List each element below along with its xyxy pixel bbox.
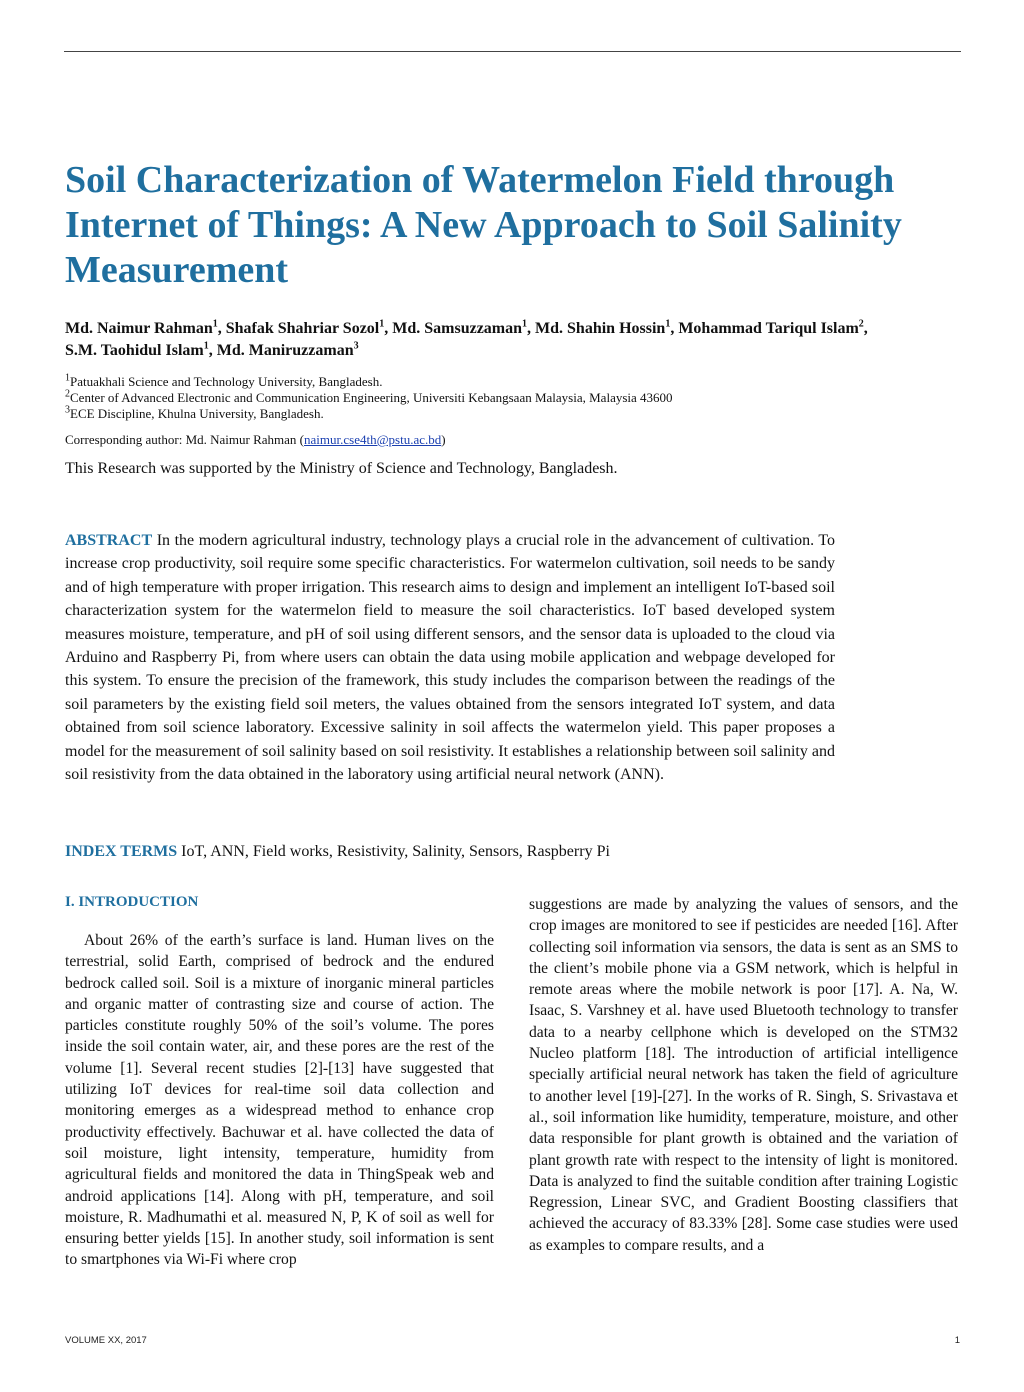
author-name: , Shafak Shahriar Sozol [217, 320, 380, 337]
title-line: Soil Characterization of Watermelon Field through [65, 159, 895, 201]
corresponding-author [65, 432, 446, 448]
corresponding-suffix: ) [441, 432, 446, 447]
author-affiliation-mark: 1 [203, 340, 209, 352]
affiliation-mark: 2 [65, 388, 70, 400]
affiliation-list [65, 374, 965, 422]
affiliation-text: Center of Advanced Electronic and Communication Engineering, Universiti Kebangsaan Malaysia, Malaysia 43600 [70, 390, 673, 405]
index-terms-label: INDEX TERMS [65, 843, 178, 860]
author-affiliation-mark: 1 [212, 318, 218, 330]
abstract [65, 529, 835, 786]
introduction-right-column: suggestions are made by analyzing the values of sensors, and the crop images are monitored to see if pesticides are needed [16]. After collecting soil information via sensors, the data is sent as an SMS to the client’s mobile phone via a GSM network, which is helpful in remote areas where the mobile network is poor [17]. A. Na, W. Isaac, S. Varshney et al. have used Bluetooth technology to transfer data to a nearby cellphone which is developed on the STM32 Nucleo platform [18]. The introduction of artificial intelligence specially artificial neural network has taken the field of agriculture to another level [19]-[27]. In the works of R. Singh, S. Srivastava et al., soil information like humidity, temperature, moisture, and other data responsible for plant growth is obtained and the variation of plant growth rate with respect to the intensity of light is monitored. Data is analyzed to find the suitable condition after training Logistic Regression, Linear SVC, and Gradient Boosting classifiers that achieved the accuracy of 83.33% [28]. Some case studies were used as examples to compare results, and a [529, 896, 958, 1254]
author-separator: , [863, 320, 868, 337]
title-line: Measurement [65, 249, 289, 291]
introduction-left-column: About 26% of the earth’s surface is land. Human lives on the terrestrial, solid Earth, comprised of bedrock and the endured bedrock called soil. Soil is a mixture of inorganic mineral particles and organic matter of contrasting size and course of action. The particles constitute roughly 50% of the soil’s volume. The pores inside the soil contain water, air, and these pores are the rest of the volume [1]. Several recent studies [2]-[13] have suggested that utilizing IoT devices for real-time soil data collection and monitoring emerges as a widespread method to enhance crop productivity effectively. Bachuwar et al. have collected the data of soil moisture, light intensity, temperature, humidity from agricultural fields and monitored the data in ThingSpeak web and android applications [14]. Along with pH, temperature, and soil moisture, R. Madhumathi et al. measured N, P, K of soil as well for ensuring better yields [15]. In another study, soil information is sent to smartphones via Wi-Fi where crop [65, 932, 494, 1269]
affiliation-item [65, 406, 965, 422]
author-name: , Md. Maniruzzaman [208, 342, 354, 359]
author-name: Md. Naimur Rahman [65, 320, 213, 337]
title-line: Internet of Things: A New Approach to Soil Salinity [65, 204, 902, 246]
section-heading-introduction: I. INTRODUCTION [65, 894, 199, 910]
corresponding-prefix: Corresponding author: Md. Naimur Rahman ( [65, 432, 305, 447]
author-name: S.M. Taohidul Islam [65, 342, 204, 359]
author-list [65, 318, 970, 362]
footer-volume: VOLUME XX, 2017 [65, 1335, 147, 1346]
corresponding-email-link[interactable]: naimur.cse4th@pstu.ac.bd [304, 432, 442, 447]
author-affiliation-mark: 3 [353, 340, 359, 352]
index-terms [65, 842, 835, 862]
author-line [65, 318, 970, 340]
paper-title [65, 158, 965, 293]
author-affiliation-mark: 1 [379, 318, 385, 330]
header-rule [64, 51, 961, 52]
author-affiliation-mark: 2 [858, 318, 864, 330]
abstract-label: ABSTRACT [65, 532, 153, 549]
index-terms-text: IoT, ANN, Field works, Resistivity, Salinity, Sensors, Raspberry Pi [181, 843, 610, 860]
author-affiliation-mark: 1 [522, 318, 528, 330]
affiliation-item [65, 390, 965, 406]
affiliation-mark: 1 [65, 372, 70, 384]
author-name: , Mohammad Tariqul Islam [670, 320, 859, 337]
author-name: , Md. Shahin Hossin [527, 320, 666, 337]
abstract-text: In the modern agricultural industry, technology plays a crucial role in the advancement of cultivation. To increase crop productivity, soil require some specific characteristics. For watermelon cultivation, soil needs to be sandy and of high temperature with proper irrigation. This research aims to design and implement an intelligent IoT-based soil characterization system for the watermelon field to measure the soil characteristics. IoT based developed system measures moisture, temperature, and pH of soil using different sensors, and the sensor data is uploaded to the cloud via Arduino and Raspberry Pi, from where users can obtain the data using mobile application and webpage developed for this system. To ensure the precision of the framework, this study includes the comparison between the readings of the soil parameters by the existing field soil meters, the values obtained from the sensors integrated IoT system, and data obtained from soil science laboratory. Excessive salinity in soil affects the watermelon yield. This paper proposes a model for the measurement of soil salinity based on soil resistivity. It establishes a relationship between soil salinity and soil resistivity from the data obtained in the laboratory using artificial neural network (ANN). [65, 532, 836, 784]
author-name: , Md. Samsuzzaman [384, 320, 523, 337]
affiliation-text: ECE Discipline, Khulna University, Bangladesh. [70, 406, 324, 421]
author-affiliation-mark: 1 [665, 318, 671, 330]
author-line [65, 340, 970, 362]
affiliation-text: Patuakhali Science and Technology University, Bangladesh. [70, 374, 383, 389]
footer-page-number: 1 [954, 1335, 960, 1346]
affiliation-mark: 3 [65, 404, 70, 416]
affiliation-item [65, 374, 965, 390]
funding-note: This Research was supported by the Ministry of Science and Technology, Bangladesh. [65, 460, 618, 477]
